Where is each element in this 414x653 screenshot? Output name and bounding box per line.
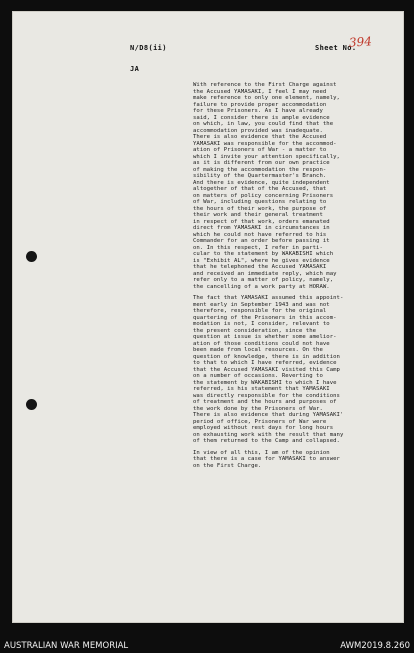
file-reference: N/D8(ii) (130, 44, 167, 52)
sheet-label: Sheet No. (315, 44, 357, 52)
initials: JA (130, 65, 140, 73)
punch-hole-top (26, 251, 37, 262)
punch-hole-bottom (26, 399, 37, 410)
sheet-number: 394 (348, 34, 373, 50)
footer-bar (0, 640, 414, 653)
document-body (193, 82, 393, 474)
paragraph-1: With reference to the First Charge against the Accused YAMASAKI, I feel I may need make reference to only one element, namely, failure to provide proper accommodation for these Prisoners. As I have already said, I consider there is ample evidence on which, in law, you could find that the accommodation provided was inadequate. There is also evidence that the Accused YAMASAKI was responsible for the accommod- ation of Prisoners of War - a matter to which I invite your attention specifically, as it is different from our own practice of making the accommodation the respon- sibility of the Quartermaster's Branch. And there is evidence, quite independent altogether of that of the Accused, that on matters of policy concerning Prisoners of War, including questions relating to the hours of their work, the purpose of their work and their general treatment in respect of that work, orders emanated direct from YAMASAKI in circumstances in which he could not have referred to his Commander for an order before passing it on. In this respect, I refer in parti- cular to the statement by WAKABISHI which is "Exhibit AL", where he gives evidence that he telephoned the Accused YAMASAKI and received an immediate reply, which may refer only to a matter of policy, namely, the cancelling of a work party at HORAW. (193, 82, 340, 290)
footer-accession-number: AWM2019.8.260 (340, 641, 410, 651)
paragraph-2: The fact that YAMASAKI assumed this appoint- ment early in September 1943 and was not therefore, responsible for the original quartering of the Prisoners in this accom- modation is not, I consider, relevant to the present consideration, since the question at issue is whether some amelior- ation of those conditions could not have been made from local resources. On the question of knowledge, there is in addition to that to which I have referred, evidence that the Accused YAMASAKI visited this Camp on a number of occasions. Reverting to the statement by WAKABISHI to which I have referred, is his statement that YAMASAKI was directly responsible for the conditions of treatment and the hours and purposes of the work done by the Prisoners of War. There is also evidence that during YAMASAKI' period of office, Prisoners of War were employed without rest days for long hours on exhausting work with the result that many of them returned to the Camp and collapsed. (193, 295, 344, 444)
footer-institution: AUSTRALIAN WAR MEMORIAL (4, 641, 129, 651)
document-page (12, 11, 404, 623)
paragraph-3: In view of all this, I am of the opinion that there is a case for YAMASAKI to answer on the First Charge. (193, 449, 340, 469)
